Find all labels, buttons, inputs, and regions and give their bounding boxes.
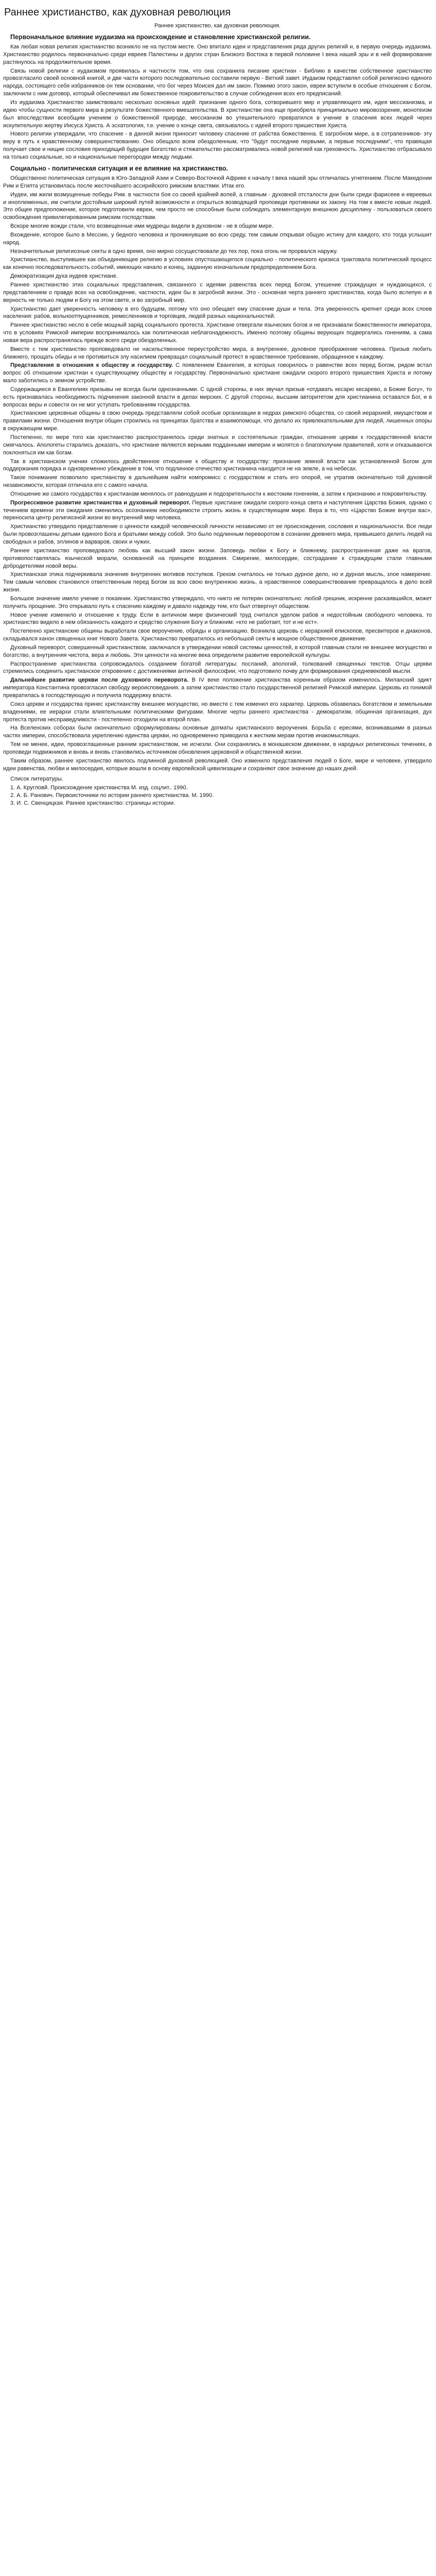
paragraph (3, 130, 432, 161)
paragraph (3, 248, 432, 256)
references (3, 775, 432, 807)
reference-item: 2. А. Б. Ранович. Первоисточники по истории раннего христианства. М. 1990. (10, 792, 214, 799)
paragraph-text: Нового религии утверждали, что спасение - в данной жизни приносит человеку спасение от рабства божественна. Е загробном мире, а в сотрапезников- эту веру в путь к нравственному совершенствованию. Оно обещало всем обездоленным, что "будут последние первыми, а первые последними", что правящая получает свое и нищие сословия приходящий будущее Богатство и стяжательство рассматривались новой религией как греховность. Христианство отбрасывало на только социальные, но и национальные перегородки между людьми. (3, 131, 432, 160)
paragraph-text: Постепенно христианские общины выработали свое вероучение, обряды и организацию. Возникла церковь с иерархией епископов, пресвитеров и диаконов, складывался канон священных книг Нового Завета. Христианство превратилось из небольшой секты в мощное общественное движение. (3, 628, 432, 642)
paragraph (3, 547, 432, 570)
paragraph (3, 362, 432, 385)
paragraph (3, 223, 432, 230)
paragraph-text: Христианская этика подчеркивала значение внутренних мотивов поступков. Грехом считалось не только дурное дело, но и дурная мысль, злое намерение. Тем самым человек становился ответственным перед Богом за всю свою внутреннюю жизнь, а нравственное совершенствование превращалось в дело всей жизни. (3, 571, 432, 594)
paragraph (3, 256, 432, 272)
paragraph-text: Раннее христианство этих социальных представления, связанного с идеями равенства всех перед Богом, утешение страждущих и нуждающихся, с представлением о правде всех на освобождение, частности, идеи бы в загробной жизни. Это - основная черта раннего христианства, когда было вслепую и в верность не только людям и Богу на этом свете, и во загробный мир. (3, 281, 432, 303)
paragraph-text: Новое учение изменило и отношение к труду. Если в античном мире физический труд считался уделом рабов и недостойным свободного человека, то христианство видело в нем обязанность каждого и средство служения Богу и ближним: «кто не работает, тот и не ест». (3, 612, 432, 626)
paragraph (3, 757, 432, 773)
paragraph (3, 660, 432, 676)
paragraph-text: Как любая новая религия христианство возникло не на пустом месте. Оно впитало идеи и представления ряда других религий и, в первую очередь иудаизма. Христианство родилось первоначально среди евреев Палестины и других стран Близкого Востока в первой половине I века нашей эры и в ней формирование растянулось на продолжительное время. (3, 44, 432, 65)
paragraph (3, 99, 432, 129)
paragraph (3, 346, 432, 361)
paragraph (3, 644, 432, 659)
paragraph (3, 175, 432, 190)
paragraph-text: Большое значение имело учение о покаянии. Христианство утверждало, что никто не потерян окончательно: любой грешник, искренне раскаявшийся, может получить прощение. Это открывало путь к спасению каждому и давало надежду тем, кто был отвергнут обществом. (3, 595, 432, 609)
paragraph-text: Содержащиеся в Евангелиях призывы не всегда были однозначными. С одной стороны, в них звучал призыв «отдавать кесарю кесарево, а Божие Богу», то есть признавалась необходимость подчинения законной власти в делах мирских. С другой стороны, высшим авторитетом для христианина оставался Бог, и в вопросах веры и совести он не мог уступать требованиям государства. (3, 386, 432, 408)
inline-heading: Прогрессивное развитие христианства и духовный переворот. (10, 499, 190, 506)
reference-item: 3. И. С. Свенцицкая. Раннее христианство: страницы истории. (10, 800, 176, 806)
references-list (3, 784, 432, 807)
paragraph-text: Из иудаизма Христианство заимствовало несколько основных идей: признание одного бога, сотворившего мир и управляющего им, идея мессианизма, и идею чтобы сущности первого мира в результате божественного вмешательства. В христианстве она еще приобрела принципиально мировоззрение, монотеизм был впоследствии всеобщим учением о божественной природе, мессианизм во утешительного превратился в учение в спасения всех людей через искупительную жертву Иисуса Христа. А эсхатология, т.е. учение о конце света, связывалось с идеей второго пришествия Христа. (3, 99, 432, 129)
paragraph-text: Христианство, выступившее как объединяющее религию в условиях опустошающегося социально - политического кризиса трактовала политический процесс как конечно последовательность событий, имеющих начало и конец, заданную изначальным предопределением Бога. (3, 257, 432, 271)
paragraph-text: Первые христиане ожидали скорого конца света и наступления Царства Божия, однако с течением времени эти ожидания сменились осознанием необходимости строить жизнь в существующем мире. Вера в то, что «Царство Божие внутри вас», переносила центр религиозной жизни во внутренний мир человека. (3, 499, 432, 521)
section-heading: Первоначальное влияние иудаизма на происхождение и становление христианской религии. (10, 33, 311, 41)
paragraph (3, 571, 432, 594)
paragraph (3, 231, 432, 247)
paragraph (3, 499, 432, 522)
paragraph (3, 676, 432, 700)
paragraph-text: Так в христианском учении сложилось двойственное отношение к обществу и государству: признание земной власти как установленной Богом для поддержания порядка и одновременно убеждение в том, что подлинное отечество христианина находится не на земле, а на небесах. (3, 458, 432, 472)
paragraph (3, 595, 432, 611)
paragraph-text: Иудеи, им жили возмущенные победы Рим. в частности боя со своей крайней волей, а главным - духовной отсталости дни были среди фарисеев и евреевых и иноплеменных, им считали достойным широкий путей возможности и открыться возводящей проповеди противники их закону. На том к вместе новые людей. Это общее предположение, которое подготовили евреи, чем просто не способные были соблюдать элементарную внешнюю дисциплину - пользоваться своего освобождения привилегированным римским господствам. (3, 191, 432, 221)
paragraph-text: Раннее христианство несло в себе мощный заряд социального протеста. Христиане отвергали языческих богов и не признавали божественности императора, что в условиях Римской империи воспринималось как политическая неблагонадежность. Именно поэтому общины верующих подвергались гонениям, а сама новая вера распространялась прежде всего среди обездоленных. (3, 322, 432, 344)
paragraph-text: Такое понимание позволило христианству в дальнейшем найти компромисс с государством и стать его опорой, не утратив окончательно той духовной независимости, которая отличала его с самого начала. (3, 474, 432, 489)
paragraph-text: Вскоре многие вожди стали, что возвещенные ими мудрецы видели в духовном - не в общем мире. (10, 223, 274, 230)
paragraph (3, 612, 432, 627)
paragraph-text: В IV веке положение христианства коренным образом изменилось. Миланский эдикт императора Константина провозгласил свободу вероисповедания, а затем христианство стало государственной религией Римской империи. Церковь из гонимой превратилась в господствующую и получила поддержку власти. (3, 677, 432, 699)
paragraph (3, 490, 432, 498)
paragraph (3, 523, 432, 546)
paragraph (3, 458, 432, 473)
paragraph (3, 281, 432, 304)
paragraph-text: Постепенно, по мере того как христианство распространялось среди знатных и состоятельных граждан, отношение церкви к государственной власти смягчалось. Апологеты старались доказать, что христиане являются верными подданными империи и молятся о благополучии правителей, хотя и отказываются поклоняться им как богам. (3, 434, 432, 456)
paragraph-text: С появлением Евангелия, в которых говорилось о равенстве всех перед Богом, рядом встал вопрос об отношении христиан к существующему обществу и государству. Первоначально христиане ожидали скорого второго пришествия Христа и потому мало заботились о земном устройстве. (3, 362, 432, 384)
paragraph (3, 701, 432, 724)
paragraph-text: На Вселенских соборах были окончательно сформулированы основные догматы христианского вероучения. Борьба с ересями, возникавшими в разных частях империи, способствовала укреплению единства церкви, но одновременно приводила к жестким мерам против инакомыслящих. (3, 725, 432, 739)
document-page (0, 0, 436, 818)
paragraph-text: Общественно политическая ситуация в Юго-Западной Азии и Северо-Восточной Африке к началу I века нашей эры отличалась угнетением. После Македонии Рим и Египта установилась после жесточайшего ассирийского римским властями. Итак его. (3, 175, 432, 189)
references-title: Список литературы. (10, 776, 63, 783)
document-body (3, 33, 432, 773)
paragraph (3, 410, 432, 433)
inline-heading: Представления в отношения к обществу и государству. (10, 362, 173, 369)
paragraph-text: Христианские церковные общины в свою очередь представляли собой особые организации в недрах римского общества, со своей иерархией, имуществом и правилами жизни. Отношения внутри общин строились на принципах братства и взаимопомощи, что делало их привлекательными для людей, лишенных опоры в окружающем мире. (3, 410, 432, 432)
paragraph (3, 67, 432, 98)
paragraph (3, 741, 432, 756)
reference-item: 1. А. Кругловй. Происхождение христианства М. изд. соцлит.. 1990. (10, 785, 188, 791)
paragraph (3, 306, 432, 321)
paragraph-text: Духовный переворот, совершенный христианством, заключался в утверждении новой системы ценностей, в которой главным стали не внешнее могущество и богатство, а внутренняя чистота, вера и любовь. Эти ценности на многие века определили развитие европейской культуры. (3, 644, 432, 658)
paragraph-text: Тем не менее, идеи, провозглашенные ранним христианством, не исчезли. Они сохранялись в монашеском движении, в народных религиозных течениях, в проповеди подвижников и вновь и вновь становились источником обновления церковной и общественной жизни. (3, 741, 432, 755)
paragraph (3, 724, 432, 740)
paragraph (3, 628, 432, 643)
paragraph-text: Распространение христианства сопровождалось созданием богатой литературы: посланий, апологий, толкований священных текстов. Отцы церкви стремились соединить христианское откровение с достижениями античной философии, что подготовило почву для формирования средневековой мысли. (3, 660, 432, 675)
paragraph-text: Вхождение, которое было в Мессию, у бедного человека и проникнувшие во всю среду, тем самым открывая общую истину для каждого, кто тогда услышит народ. (3, 231, 432, 246)
paragraph (3, 191, 432, 222)
inline-heading: Дальнейшее развитие церкви после духовного переворота. (10, 677, 188, 684)
paragraph (3, 434, 432, 457)
paragraph-text: Христианство утвердило представление о ценности каждой человеческой личности независимо от ее происхождения, сословия и национальности. Все люди были провозглашены детьми единого Бога и братьями между собой. Это было подлинным переворотом в сознании древнего мира, привыкшего делить людей на свободных и рабов, эллинов и варваров, своих и чужих. (3, 523, 432, 545)
paragraph-text: Христианство дает уверенность человеку в его будущем, потому что оно обещает ему спасение души и тела. Эта уверенность крепнет среди всех слоев населения: рабов, вольноотпущенников, ремесленников и торговцев, людей разных национальностей. (3, 306, 432, 320)
paragraph-text: Незначительные религиозные секты в одно время, оно мирно сосуществовали до тех пор, пока огонь не прорвался наружу. (10, 248, 338, 255)
document-title: Раннее христианство, как духовная революция (4, 7, 231, 18)
paragraph-text: Раннее христианство проповедовало любовь как высший закон жизни. Заповедь любви к Богу и ближнему, распространенная даже на врагов, противопоставлялась языческой морали, основанной на принципе воздаяния. Смирение, милосердие, сострадание к страждущим стали главными добродетелями новой веры. (3, 547, 432, 569)
paragraph (3, 273, 432, 280)
paragraph-text: Отношение же самого государства к христианам менялось от равнодушия и подозрительности к жестоким гонениям, а затем к признанию и покровительству. (10, 490, 427, 497)
paragraph-text: Вместе с тем христианство проповедовало не насильственное переустройство мира, а внутреннее, духовное преображение человека. Призыв любить ближнего, прощать обиды и не противиться злу насилием превращал социальный протест в нравственное требование, обращенное к каждому. (3, 346, 432, 360)
paragraph-text: Таким образом, раннее христианство явилось подлинной духовной революцией. Оно изменило представления людей о Боге, мире и человеке, утвердило идеи равенства, любви и милосердия, которые вошли в основу европейской цивилизации и сохраняют свое значение до наших дней. (3, 757, 432, 772)
paragraph (3, 321, 432, 345)
paragraph-text: Союз церкви и государства принес христианству внешнее могущество, но вместе с тем изменил его характер. Церковь обзавелась богатством и земельными владениями, ее иерархи стали влиятельными политическими фигурами. Многие черты раннего христианства - демократизм, общинная организация, дух протеста против несправедливости - постепенно отходили на второй план. (3, 701, 432, 723)
paragraph (3, 474, 432, 489)
paragraph (3, 43, 432, 66)
paragraph-text: Связь новой религии с иудаизмом проявилась и частности том, что она сохранила писание христиан - Библию в качестве собственное христианство провозгласило своей основной книгой, и две части которого последовательно составили первую - Ветхий завет. Иудаизм представлял собой религиозно единого народа, состоящего себя избранников он тем основании, что бог через Моисея дал им закон. Помимо этого закон, евреи вступили в особые отношения с Богом, заключили с ним договор, который обеспечивал им божественное покровительство в случае соблюдения всех его предписаний. (3, 67, 432, 97)
paragraph (3, 386, 432, 409)
section-heading: Социально - политическая ситуация и ее влияние на христианство. (10, 164, 228, 172)
document-subtitle: Раннее христианство, как духовная революция. (154, 23, 281, 29)
paragraph-text: Демократизация духа иудеев христиане. (10, 273, 118, 280)
